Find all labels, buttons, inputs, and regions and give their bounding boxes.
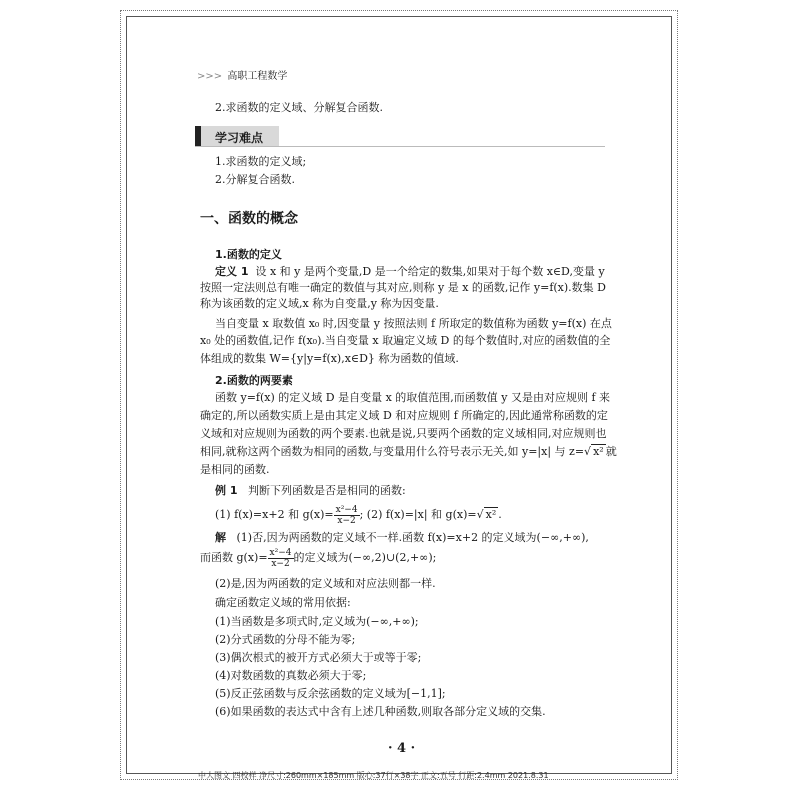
- subsection-heading-2: 2.函数的两要素: [215, 374, 293, 387]
- difficulty-item-1: 1.求函数的定义域;: [215, 155, 307, 168]
- sqrt-radicand: x²: [593, 445, 604, 458]
- value-para-line-3: 体组成的数集 W={y|y=f(x),x∈D} 称为函数的值域.: [200, 352, 459, 365]
- definition-label: 定义 1: [215, 265, 249, 278]
- value-para-line-1: 当自变量 x 取数值 x₀ 时,因变量 y 按照法则 f 所取定的数值称为函数 y=f(x) 在点: [215, 317, 612, 330]
- solution-text-2a: 而函数 g(x)=: [200, 551, 268, 564]
- fraction: [334, 505, 360, 526]
- difficulty-item-2: 2.分解复合函数.: [215, 173, 295, 186]
- rule-item-2: (2)分式函数的分母不能为零;: [215, 633, 356, 646]
- elements-line-1: 函数 y=f(x) 的定义域 D 是自变量 x 的取值范围,而函数值 y 又是由对应规则 f 来: [215, 391, 611, 404]
- difficulty-box: [195, 126, 279, 146]
- fraction-denominator: x−2: [337, 515, 356, 526]
- value-para-line-2: x₀ 处的函数值,记作 f(x₀).当自变量 x 取遍定义域 D 的每个数值时,对应的函数值的全: [200, 334, 611, 347]
- solution-text-2b: 的定义域为(−∞,2)∪(2,+∞);: [293, 551, 437, 564]
- solution-fraction: [268, 548, 294, 569]
- question-1-text: (1) f(x)=x+2 和 g(x)=: [215, 508, 334, 521]
- header-arrows: >>>: [197, 71, 223, 82]
- rule-item-4: (4)对数函数的真数必须大于零;: [215, 669, 367, 682]
- solution-line-2: [200, 546, 436, 570]
- elements-line-5: 是相同的函数.: [200, 463, 270, 476]
- subsection-heading-1: 1.函数的定义: [215, 248, 282, 261]
- header-title: 高职工程数学: [227, 71, 288, 82]
- fraction-numerator: x²−4: [335, 504, 358, 515]
- question-end: .: [498, 508, 502, 521]
- question-2-text: ; (2) f(x)=|x| 和 g(x)=: [359, 508, 477, 521]
- rule-item-1: (1)当函数是多项式时,定义域为(−∞,+∞);: [215, 615, 419, 628]
- elements-line-4-end: 就: [605, 445, 617, 458]
- elements-line-4-text: 相同,就称这两个函数为相同的函数,与变量用什么符号表示无关,如 y=|x| 与 z=: [200, 445, 585, 458]
- definition-line-3: 称为该函数的定义域,x 称为自变量,y 称为因变量.: [200, 297, 439, 310]
- rule-item-5: (5)反正弦函数与反余弦函数的定义域为[−1,1];: [215, 687, 446, 700]
- solution-label: 解: [215, 531, 226, 544]
- difficulty-box-title: 学习难点: [215, 131, 264, 145]
- definition-text-1: 设 x 和 y 是两个变量,D 是一个给定的数集,如果对于每个数 x∈D,变量 y: [255, 265, 605, 278]
- running-header: [197, 67, 287, 82]
- solution-fraction-denominator: x−2: [271, 558, 290, 569]
- rule-item-3: (3)偶次根式的被开方式必须大于或等于零;: [215, 651, 422, 664]
- question-2-radicand: x²: [485, 508, 497, 521]
- example-label: 例 1: [215, 484, 238, 497]
- elements-line-4: [200, 445, 617, 459]
- rules-intro: 确定函数定义域的常用依据:: [215, 596, 351, 609]
- example-question: [215, 503, 502, 527]
- definition-line-2: 按照一定法则总有唯一确定的数值与其对应,则称 y 是 x 的函数,记作 y=f(x).数集 D: [200, 281, 606, 294]
- definition-line-1: [215, 265, 605, 279]
- solution-line-1: [215, 531, 589, 545]
- solution-line-3: (2)是,因为两函数的定义域和对应法则都一样.: [215, 577, 436, 590]
- section-divider: [195, 146, 605, 147]
- rule-item-6: (6)如果函数的表达式中含有上述几种函数,则取各部分定义域的交集.: [215, 705, 546, 718]
- elements-line-2: 确定的,所以函数实质上是由其定义域 D 和对应规则 f 所确定的,因此通常称函数的定: [200, 409, 608, 422]
- example-text: 判断下列函数是否是相同的函数:: [247, 484, 406, 497]
- solution-text-1: (1)否,因为两函数的定义域不一样.函数 f(x)=x+2 的定义域为(−∞,+∞),: [236, 531, 589, 544]
- page-number: · 4 ·: [388, 741, 416, 756]
- elements-line-3: 义域和对应规则为函数的两个要素.也就是说,只要两个函数的定义域相同,对应规则也: [200, 427, 607, 440]
- solution-fraction-numerator: x²−4: [269, 547, 292, 558]
- objective-item-2: 2.求函数的定义域、分解复合函数.: [215, 101, 383, 114]
- example-line: [215, 484, 406, 498]
- sqrt-symbol: √: [584, 445, 592, 458]
- section-title: 一、函数的概念: [200, 211, 298, 227]
- sqrt-symbol: √: [476, 508, 484, 521]
- print-imprint: 中大图文 四校样 净尺寸:260mm×185mm 版心:37行×38字 正文:五号 行距:2.4mm 2021.8.31: [198, 771, 549, 780]
